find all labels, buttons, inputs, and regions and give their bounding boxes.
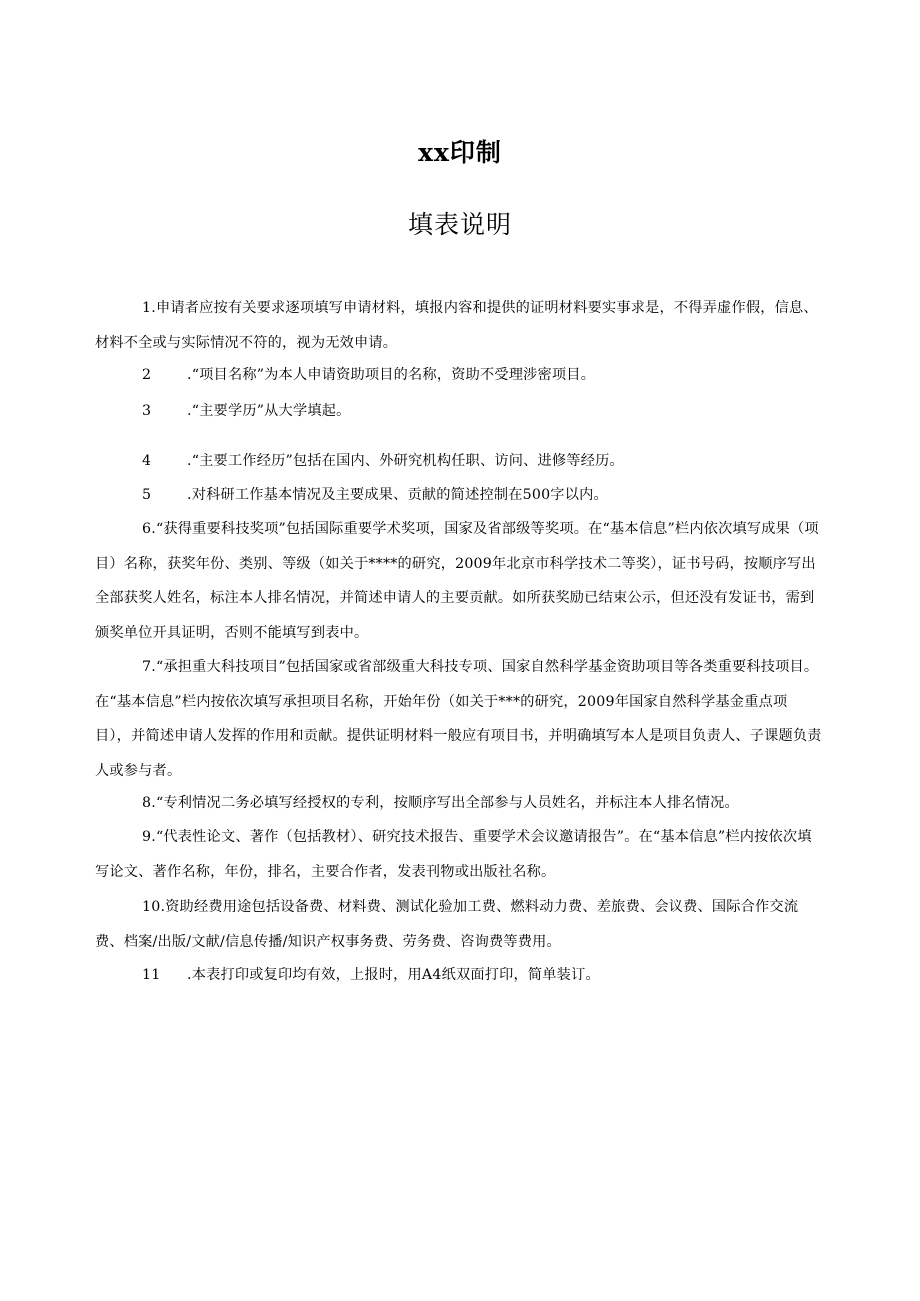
item-text: .“主要工作经历”包括在国内、外研究机构任职、访问、进修等经历。: [187, 453, 624, 469]
item-text: .“承担重大科技项目”包括国家或省部级重大科技专项、国家自然科学基金资助项目等各类重要科技项目。在“基本信息”栏内按依次填写承担项目名称，开始年份（如关于***的研究，2009年国家自然科学基金重点项目），并简述申请人发挥的作用和贡献。提供证明材料一般应有项目书，并明确填写本人是项目负责人、子课题负责人或参与者。: [95, 659, 822, 779]
item-text: .资助经费用途包括设备费、材料费、测试化验加工费、燃料动力费、差旅费、会议费、国际合作交流费、档案/出版/文献/信息传播/知识产权事务费、劳务费、咨询费等费用。: [95, 899, 799, 950]
instruction-item-5: [95, 478, 870, 513]
item-text: .“项目名称”为本人申请资助项目的名称，资助不受理涉密项目。: [187, 367, 596, 383]
item-number: 10: [142, 899, 161, 915]
instruction-item-9: [95, 820, 823, 889]
item-text: .“代表性论文、著作（包括教材）、研究技术报告、重要学术会议邀请报告”。在“基本信息”栏内按依次填写论文、著作名称，年份，排名，主要合作者，发表刊物或出版社名称。: [95, 829, 812, 880]
item-number: 1: [142, 300, 152, 316]
item-number: 7: [142, 659, 152, 675]
item-number: 2: [142, 367, 152, 383]
item-text: .本表打印或复印均有效，上报时，用A4纸双面打印，简单装订。: [187, 967, 600, 983]
item-number: 3: [142, 403, 152, 419]
instruction-item-7: [95, 650, 823, 788]
instruction-item-10: [95, 890, 823, 959]
instruction-item-3: [95, 394, 870, 429]
item-text: .“获得重要科技奖项”包括国际重要学术奖项，国家及省部级等奖项。在“基本信息”栏内依次填写成果（项目）名称，获奖年份、类别、等级（如关于****的研究，2009年北京市科学技术二等奖），证书号码，按顺序写出全部获奖人姓名，标注本人排名情况，并简述申请人的主要贡献。如所获奖励已结束公示，但还没有发证书，需到颁奖单位开具证明，否则不能填写到表中。: [95, 521, 819, 641]
page-title: 填表说明: [407, 210, 512, 239]
instruction-item-6: [95, 512, 823, 650]
item-number: 9: [142, 829, 152, 845]
instruction-item-4: [95, 444, 870, 479]
item-text: .“专利情况二务必填写经授权的专利，按顺序写出全部参与人员姓名，并标注本人排名情况。: [151, 795, 739, 811]
item-number: 6: [142, 521, 152, 537]
instruction-item-1: [95, 291, 823, 360]
item-number: 5: [142, 487, 152, 503]
item-text: .申请者应按有关要求逐项填写申请材料，填报内容和提供的证明材料要实事求是，不得弄虚作假，信息、材料不全或与实际情况不符的，视为无效申请。: [95, 300, 818, 351]
instruction-item-11: [95, 958, 870, 993]
item-number: 11: [142, 967, 161, 983]
item-text: .对科研工作基本情况及主要成果、贡献的简述控制在500字以内。: [187, 487, 608, 503]
printed-by-heading: xx印制: [418, 138, 502, 167]
item-text: .“主要学历”从大学填起。: [187, 403, 351, 419]
item-number: 8: [142, 795, 152, 811]
item-number: 4: [142, 453, 152, 469]
instruction-item-2: [95, 358, 870, 393]
instruction-item-8: [95, 786, 823, 821]
